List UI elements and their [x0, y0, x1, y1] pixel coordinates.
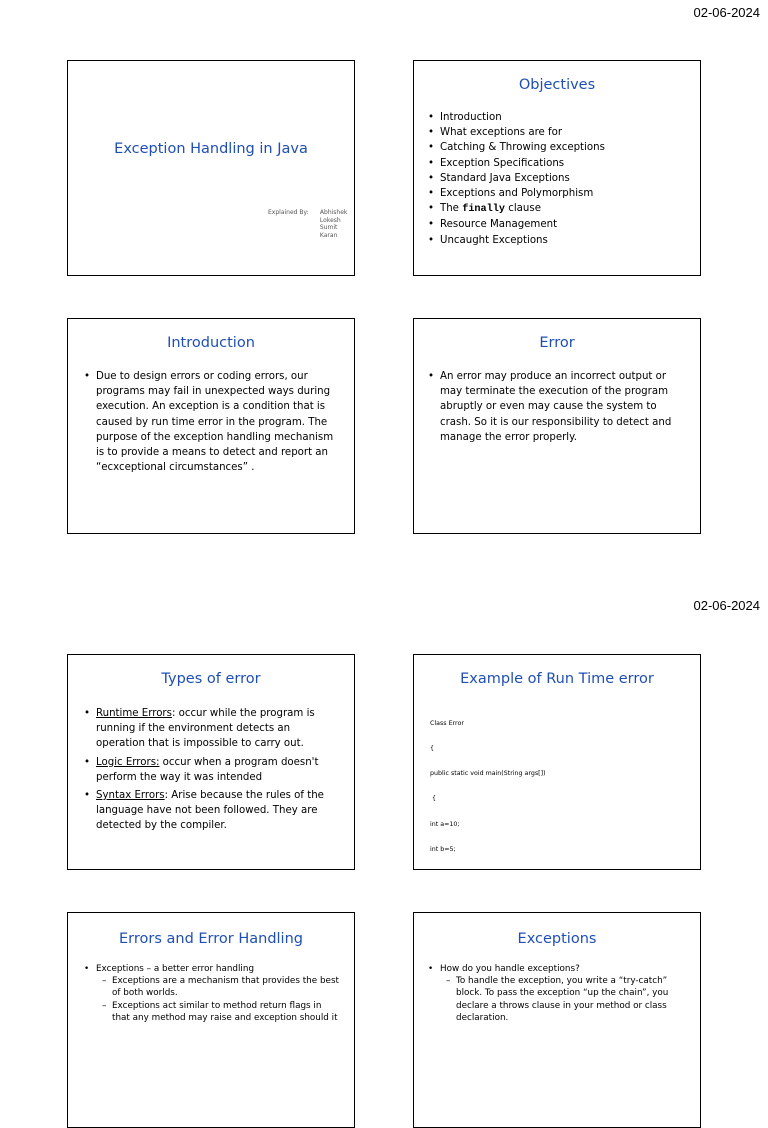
list-item — [84, 963, 342, 1024]
list-text: Exceptions – a better error handling — [96, 964, 255, 974]
slide-heading: Example of Run Time error — [460, 671, 654, 687]
code-line: { — [430, 745, 435, 753]
slide-heading: Objectives — [518, 77, 596, 93]
sub-list — [96, 975, 342, 1024]
slide-heading: Introduction — [167, 335, 255, 351]
sub-item: – Exceptions are a mechanism that provides the best of both worlds. — [102, 975, 342, 999]
list-item — [84, 755, 340, 785]
term-description: : Arise because the rules of the language have not been followed. They are detected by the compiler. — [96, 790, 324, 832]
sub-item: – Exceptions act similar to method return flags in that any method may raise and exception should it — [102, 1000, 342, 1024]
term-runtime-errors: Runtime Errors — [96, 708, 172, 719]
list-item: • An error may produce an incorrect output or may terminate the execution of the program abruptly or even may cause the system to crash. So it is our responsibility to detect and manage the error properly. — [428, 369, 688, 445]
explained-by-label: Explained By: — [268, 209, 309, 216]
list-item: • Introduction — [428, 110, 690, 125]
list-item: • What exceptions are for — [428, 125, 690, 140]
slide-heading: Types of error — [161, 671, 261, 687]
term-description: occur when a program doesn't perform the way it was intended — [96, 756, 319, 783]
list-item: • Standard Java Exceptions — [428, 171, 690, 186]
slide-errors-handling — [67, 912, 355, 1128]
slide-introduction — [67, 318, 355, 534]
exceptions-list — [428, 963, 688, 1024]
error-list — [428, 369, 688, 445]
page-date: 02-06-2024 — [693, 5, 760, 20]
term-logic-errors: Logic Errors: — [96, 756, 160, 768]
author-name: Sumit — [319, 224, 338, 231]
list-text: clause — [508, 203, 541, 215]
code-line: public static void main(String args[]) — [430, 770, 546, 778]
objectives-list — [428, 110, 690, 248]
slide-error — [413, 318, 701, 534]
author-name: Abhishek — [319, 209, 348, 216]
term-syntax-errors: Syntax Errors — [96, 790, 165, 802]
list-item: • Resource Management — [428, 217, 690, 232]
author-names — [320, 209, 347, 239]
term-description: : occur while the program is running if the environment detects an operation that is impossible to carry out. — [96, 708, 315, 750]
code-line: int b=5; — [430, 845, 456, 853]
page-date: 02-06-2024 — [693, 598, 760, 613]
slide-objectives — [413, 60, 701, 276]
introduction-list — [84, 369, 340, 475]
list-item: • Exception Specifications — [428, 156, 690, 171]
list-item: • Uncaught Exceptions — [428, 233, 690, 248]
sub-list — [440, 975, 688, 1024]
list-item: • Catching & Throwing exceptions — [428, 140, 690, 155]
list-item — [84, 788, 340, 834]
slide-heading: Error — [539, 335, 575, 351]
slide-runtime-example — [413, 654, 701, 870]
slide-types-of-error — [67, 654, 355, 870]
slide-heading: Errors and Error Handling — [119, 931, 303, 947]
presentation-title: Exception Handling in Java — [114, 141, 308, 157]
list-item — [428, 963, 688, 1024]
list-text: How do you handle exceptions? — [440, 964, 580, 974]
errors-handling-list — [84, 963, 342, 1024]
code-block — [430, 703, 553, 870]
finally-keyword: finally — [462, 204, 505, 216]
list-item — [428, 201, 690, 217]
list-text: The — [440, 203, 459, 215]
list-item — [84, 706, 340, 752]
slide-heading: Exceptions — [517, 931, 597, 947]
author-name: Lokesh — [319, 216, 341, 224]
code-line: Class Error — [430, 719, 464, 727]
list-item: • Exceptions and Polymorphism — [428, 186, 690, 201]
list-item: • Due to design errors or coding errors, our programs may fail in unexpected ways during execution. An exception is a condition that is caused by run time error in the program. The purpose of the exception handling mechanism is to provide a means to detect and report an “ecxceptional circumstances” . — [84, 369, 340, 475]
slide-exceptions — [413, 912, 701, 1128]
code-line: { — [430, 795, 437, 803]
code-line: int a=10; — [430, 820, 460, 828]
author-name: Karan — [319, 231, 338, 239]
types-list — [84, 706, 340, 834]
credits — [268, 209, 347, 239]
sub-item: – To handle the exception, you write a “try-catch” block. To pass the exception “up the chain”, you declare a throws clause in your method or class declaration. — [446, 975, 688, 1024]
slide-title — [67, 60, 355, 276]
